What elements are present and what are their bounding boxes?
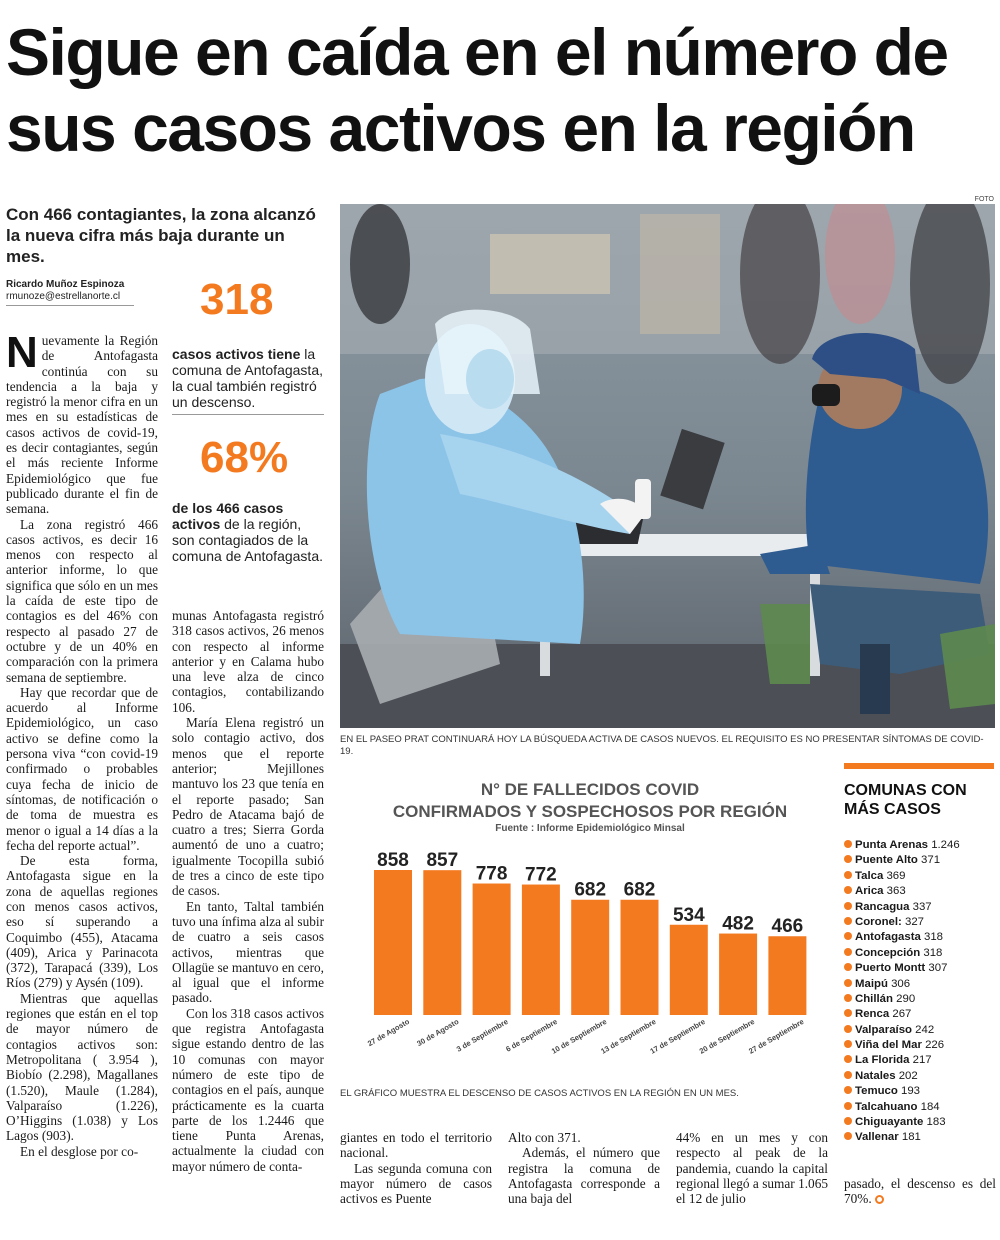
sidebar-item	[844, 977, 996, 992]
photo-illustration	[340, 204, 995, 728]
stat-number-active-cases: 318	[200, 275, 274, 324]
comuna-value: 226	[925, 1039, 945, 1052]
bullet-icon	[844, 1040, 852, 1048]
comuna-name: Talca	[855, 869, 884, 882]
comuna-value: 290	[896, 992, 916, 1005]
chart-category-label: 30 de Agosto	[415, 1016, 461, 1049]
comuna-value: 318	[924, 931, 944, 944]
article-paragraph: Las segunda comuna con mayor número de casos activos es Puente	[340, 1160, 492, 1207]
chart-bar	[473, 884, 511, 1015]
comuna-value: 318	[923, 946, 943, 959]
stat-bold: casos activos tiene	[172, 346, 301, 362]
bullet-icon	[844, 1086, 852, 1094]
comuna-name: Valparaíso	[855, 1023, 912, 1036]
article-paragraph: Alto con 371.	[508, 1130, 581, 1145]
article-column-1	[6, 333, 158, 1211]
bullet-icon	[844, 886, 852, 894]
chart-data-label: 534	[672, 904, 705, 926]
article-text: pasado, el descenso es del 70%.	[844, 1176, 996, 1207]
chart-data-label: 682	[623, 879, 656, 901]
bullet-icon	[844, 994, 852, 1002]
bullet-icon	[844, 979, 852, 987]
bullet-icon	[844, 871, 852, 879]
article-column-2	[172, 608, 324, 1211]
comuna-value: 242	[915, 1023, 935, 1036]
comuna-name: Viña del Mar	[855, 1039, 922, 1052]
article-column-4	[508, 1130, 660, 1212]
bullet-icon	[844, 948, 852, 956]
bullet-icon	[844, 932, 852, 940]
sidebar-item	[844, 884, 996, 899]
comuna-name: Maipú	[855, 977, 888, 990]
bullet-icon	[844, 1055, 852, 1063]
stat-rest: la comuna de Antofagasta, la cual también registró un descenso.	[172, 346, 323, 410]
comuna-name: Rancagua	[855, 900, 910, 913]
article-paragraph: Con los 318 casos activos que registra Antofagasta sigue estando dentro de las 10 comunas con mayor número de este tipo de contagios en el país, aunque prácticamente es la cuarta parte de los 1.2446 que tiene Punta Arenas, actualmente la ciudad con mayor número de conta-	[172, 1005, 324, 1174]
lead-paragraph: Con 466 contagiantes, la zona alcanzó la nueva cifra más baja durante un mes.	[6, 205, 316, 266]
article-paragraph: María Elena registró un solo contagio activo, dos menos que el reporte anterior; Mejillones mantuvo los 23 que tenía en el reporte pasado; San Pedro de Atacama bajó de cuatro a tres; Sierra Gorda aumentó de uno a cuatro; igualmente Tocopilla subió de tres a cinco de este tipo de casos.	[172, 715, 324, 899]
bullet-icon	[844, 902, 852, 910]
chart-data-label: 858	[377, 850, 409, 871]
chart-bar	[374, 870, 412, 1015]
bullet-icon	[844, 1025, 852, 1033]
sidebar-item	[844, 930, 996, 945]
sidebar-item	[844, 992, 996, 1007]
photo-credit-label: FOTO	[974, 196, 994, 203]
article-paragraph: uevamente la Región de Antofagasta continúa con su tendencia a la baja y registró la menor cifra en un mes en su estadísticas de casos activos de covid-19, es decir contagiantes, según el más reciente Informe Epidemiológico que fue publicado durante el fin de semana.	[6, 333, 158, 517]
comuna-name: Talcahuano	[855, 1100, 918, 1113]
article-column-3	[340, 1130, 492, 1212]
chart-bar	[768, 936, 806, 1015]
chart-bar	[719, 934, 757, 1015]
comuna-value: 181	[901, 1131, 921, 1144]
chart-category-label: 13 de Septiembre	[599, 1016, 658, 1056]
article-paragraph: En tanto, Taltal también tuvo una ínfima alza al subir de cuatro a seis casos activos, mientras que Ollagüe se mantuvo en cero, al igual que el informe pasado.	[172, 898, 324, 1006]
headline: Sigue en caída en el número de sus casos activos en la región	[6, 15, 948, 165]
chart-caption: EL GRÁFICO MUESTRA EL DESCENSO DE CASOS ACTIVOS EN LA REGIÓN EN UN MES.	[340, 1088, 739, 1099]
drop-cap: N	[6, 333, 38, 377]
article-paragraph: 44% en un mes y con respecto al peak de la pandemia, cuando la capital regional llegó a sumar 1.065 el 12 de julio	[676, 1130, 828, 1207]
chart-data-label: 482	[722, 913, 754, 935]
comuna-name: Renca	[855, 1008, 890, 1021]
divider	[172, 414, 324, 415]
comuna-value: 184	[920, 1100, 940, 1113]
sidebar-item	[844, 1100, 996, 1115]
sidebar-item	[844, 1084, 996, 1099]
comuna-name: Concepción	[855, 946, 921, 959]
comuna-name: La Florida	[855, 1054, 910, 1067]
news-photo	[340, 204, 995, 728]
comuna-name: Chiguayante	[855, 1116, 924, 1129]
comuna-name: Temuco	[855, 1085, 898, 1098]
sidebar-title: COMUNAS CON MÁS CASOS	[844, 782, 967, 818]
sidebar-item	[844, 946, 996, 961]
sidebar-item	[844, 838, 996, 853]
article-paragraph: giantes en todo el territorio nacional.	[340, 1130, 492, 1161]
chart-bar	[522, 885, 560, 1015]
article-column-5	[676, 1130, 828, 1212]
bullet-icon	[844, 1132, 852, 1140]
article-paragraph: Además, el número que registra la comuna de Antofagasta corresponde a una baja del	[508, 1145, 660, 1207]
sidebar-item	[844, 1115, 996, 1130]
comuna-value: 306	[891, 977, 911, 990]
article-column-6	[844, 1176, 996, 1207]
sidebar-list	[844, 838, 996, 1146]
comuna-value: 371	[921, 854, 941, 867]
sidebar-item	[844, 1007, 996, 1022]
comuna-name: Punta Arenas	[855, 839, 929, 851]
comuna-name: Vallenar	[855, 1131, 899, 1144]
sidebar-item	[844, 869, 996, 884]
comuna-value: 202	[898, 1069, 918, 1082]
chart-category-label: 3 de Septiembre	[454, 1016, 510, 1054]
chart-title	[340, 779, 840, 823]
article-paragraph: Hay que recordar que de acuerdo al Informe Epidemiológico, un caso activo se define como la persona viva “con covid-19 confirmado o probables cuya fecha de inicio de síntomas, de notificación o de toma de muestra es menor o igual a 14 días a la fecha del reporte actual”.	[6, 684, 158, 853]
chart-data-label: 466	[771, 916, 804, 938]
byline	[6, 279, 134, 306]
chart-bar	[423, 870, 461, 1015]
end-mark-icon	[875, 1195, 884, 1204]
article-paragraph: La zona registró 466 casos activos, es decir 16 menos con respecto al anterior informe, lo que significa que sólo en un mes la caída de este tipo de contagios es del 46% con respecto al pasado 27 de octubre y de un 40% en comparación con la primera semana de septiembre.	[6, 516, 158, 685]
bullet-icon	[844, 917, 852, 925]
article-paragraph: munas Antofagasta registró 318 casos activos, 26 menos con respecto al informe anterior y en Calama hubo una leve alza de cinco contagios, contabilizando 106.	[172, 608, 324, 715]
stat-bold: de los 466 casos activos	[172, 500, 284, 532]
chart-data-label: 778	[475, 863, 508, 885]
stat-text-active-cases	[172, 346, 324, 410]
sidebar-item	[844, 915, 996, 930]
stat-number-percentage: 68%	[200, 433, 289, 482]
chart-title-line-2: CONFIRMADOS Y SOSPECHOSOS POR REGIÓN	[392, 802, 788, 821]
comuna-name: Puerto Montt	[855, 962, 926, 975]
comuna-value: 307	[928, 962, 948, 975]
comuna-value: 183	[926, 1116, 946, 1129]
chart-category-label: 27 de Septiembre	[747, 1016, 806, 1056]
comuna-value: 267	[892, 1008, 912, 1021]
article-paragraph: Mientras que aquellas regiones que están en el top de mayor número de contagios activos son: Metropolitana ( 3.954 ), Biobío (2.298), Magallanes (1.520), Maule (1.284), Valparaíso (1.226), O’Higgins (1.038) y Los Lagos (903).	[6, 990, 158, 1144]
chart-data-label: 682	[574, 879, 607, 901]
chart-source: Fuente : Informe Epidemiológico Minsal	[495, 823, 685, 834]
sidebar-item	[844, 1053, 996, 1068]
comuna-name: Puente Alto	[855, 854, 918, 867]
comuna-name: Natales	[855, 1069, 896, 1082]
article-paragraph: De esta forma, Antofagasta sigue en la zona de aquellas regiones con menos casos activos, eso sí superando a Coquimbo (455), Atacama (409), Arica y Parinacota (372), Tarapacá (339), Los Ríos (279) y Aysén (109).	[6, 853, 158, 991]
author-name: Ricardo Muñoz Espinoza	[6, 279, 125, 290]
bullet-icon	[844, 1071, 852, 1079]
bullet-icon	[844, 840, 852, 848]
stat-text-percentage	[172, 500, 324, 564]
chart-data-label: 772	[525, 864, 557, 886]
sidebar-item	[844, 1130, 996, 1145]
chart-category-label: 27 de Agosto	[365, 1016, 411, 1049]
bar-chart	[340, 840, 840, 1080]
author-email[interactable]: rmunoze@estrellanorte.cl	[6, 291, 121, 302]
bullet-icon	[844, 1009, 852, 1017]
chart-category-label: 10 de Septiembre	[549, 1016, 609, 1056]
bullet-icon	[844, 1117, 852, 1125]
bullet-icon	[844, 855, 852, 863]
bullet-icon	[844, 1102, 852, 1110]
comuna-name: Arica	[855, 885, 884, 898]
comuna-name: Chillán	[855, 992, 893, 1005]
chart-bar	[670, 925, 708, 1015]
sidebar-accent-bar	[844, 763, 994, 769]
article-paragraph: En el desglose por co-	[20, 1143, 139, 1159]
photo-caption: EN EL PASEO PRAT CONTINUARÁ HOY LA BÚSQUEDA ACTIVA DE CASOS NUEVOS. EL REQUISITO ES NO PRESENTAR SÍNTOMAS DE COVID-19.	[340, 734, 984, 757]
comuna-value: 369	[886, 869, 906, 882]
chart-title-line-1: N° DE FALLECIDOS COVID	[480, 780, 700, 799]
chart-bar	[571, 900, 609, 1015]
sidebar-item	[844, 900, 996, 915]
sidebar-item	[844, 961, 996, 976]
sidebar-item	[844, 1069, 996, 1084]
stat-rest: de la región, son contagiados de la comuna de Antofagasta.	[172, 516, 323, 564]
bullet-icon	[844, 963, 852, 971]
comuna-name: Antofagasta	[855, 931, 921, 944]
comuna-value: 337	[912, 900, 932, 913]
comuna-value: 217	[912, 1054, 932, 1067]
chart-category-label: 6 de Septiembre	[504, 1016, 559, 1054]
comuna-value: 193	[901, 1085, 921, 1098]
comuna-value: 327	[905, 915, 925, 928]
sidebar-item	[844, 1023, 996, 1038]
sidebar-item	[844, 853, 996, 868]
comuna-value: 363	[886, 885, 906, 898]
chart-bar	[621, 900, 659, 1015]
article-paragraph	[844, 1176, 996, 1207]
sidebar-item	[844, 1038, 996, 1053]
comuna-name: Coronel:	[855, 915, 902, 928]
chart-data-label: 857	[426, 850, 459, 872]
chart-category-label: 17 de Septiembre	[648, 1016, 707, 1056]
chart-category-label: 20 de Septiembre	[697, 1016, 757, 1056]
comuna-value: 1.246	[931, 839, 960, 851]
